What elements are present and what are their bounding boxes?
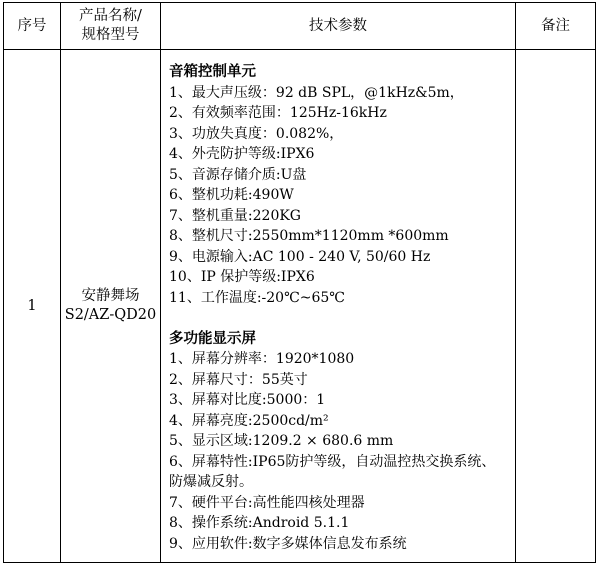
spec-item: 8、整机尺寸:2550mm*1120mm *600mm xyxy=(169,228,449,244)
row-no: 1 xyxy=(4,50,61,563)
spec-item: 1、屏幕分辨率：1920*1080 xyxy=(169,351,355,367)
section-title-display-screen: 多功能显示屏 xyxy=(169,329,256,347)
spec-item: 9、电源输入:AC 100 - 240 V, 50/60 Hz xyxy=(169,248,431,265)
spec-item: 6、整机功耗:490W xyxy=(169,187,294,203)
row-remark xyxy=(516,50,596,563)
header-product-name-line2: 规格型号 xyxy=(81,27,140,43)
spec-item: 11、工作温度:-20℃~65℃ xyxy=(169,289,345,306)
product-model: S2/AZ-QD20 xyxy=(64,307,157,323)
spec-item: 8、操作系统:Android 5.1.1 xyxy=(169,515,350,531)
product-name: 安静舞场 xyxy=(81,288,140,304)
spec-item: 9、应用软件:数字多媒体信息发布系统 xyxy=(169,535,407,552)
row-technical-params xyxy=(161,50,516,563)
table-row xyxy=(4,50,596,563)
header-product-name-line1: 产品名称/ xyxy=(79,8,142,24)
spec-item: 1、最大声压级：92 dB SPL，@1kHz&5m， xyxy=(169,84,464,101)
spec-item: 2、有效频率范围：125Hz-16kHz xyxy=(169,105,387,121)
header-technical-params: 技术参数 xyxy=(161,3,516,50)
spec-item: 5、显示区域:1209.2 × 680.6 mm xyxy=(169,433,394,449)
spec-item: 3、屏幕对比度:5000：1 xyxy=(169,392,326,408)
spec-item: 10、IP 保护等级:IPX6 xyxy=(169,269,315,285)
section-title-speaker-control: 音箱控制单元 xyxy=(169,63,256,80)
spec-item: 2、屏幕尺寸：55英寸 xyxy=(169,371,308,388)
spec-item: 4、屏幕亮度:2500cd/m² xyxy=(169,412,329,429)
spec-item: 4、外壳防护等级:IPX6 xyxy=(169,146,315,162)
spec-item: 5、音源存储介质:U盘 xyxy=(169,166,307,183)
spec-item: 3、功放失真度：0.082%， xyxy=(169,125,344,142)
row-product-name xyxy=(61,50,161,563)
spec-item: 7、整机重量:220KG xyxy=(169,207,301,224)
spec-table xyxy=(3,2,596,563)
header-remark: 备注 xyxy=(516,3,596,50)
header-no: 序号 xyxy=(4,3,61,50)
header-row xyxy=(4,3,596,50)
section-spacer xyxy=(169,308,515,329)
spec-item: 6、屏幕特性:IP65防护等级，自动温控热交换系统、防爆减反射。 xyxy=(169,453,496,490)
spec-item: 7、硬件平台:高性能四核处理器 xyxy=(169,494,365,511)
header-product-name xyxy=(61,3,161,50)
